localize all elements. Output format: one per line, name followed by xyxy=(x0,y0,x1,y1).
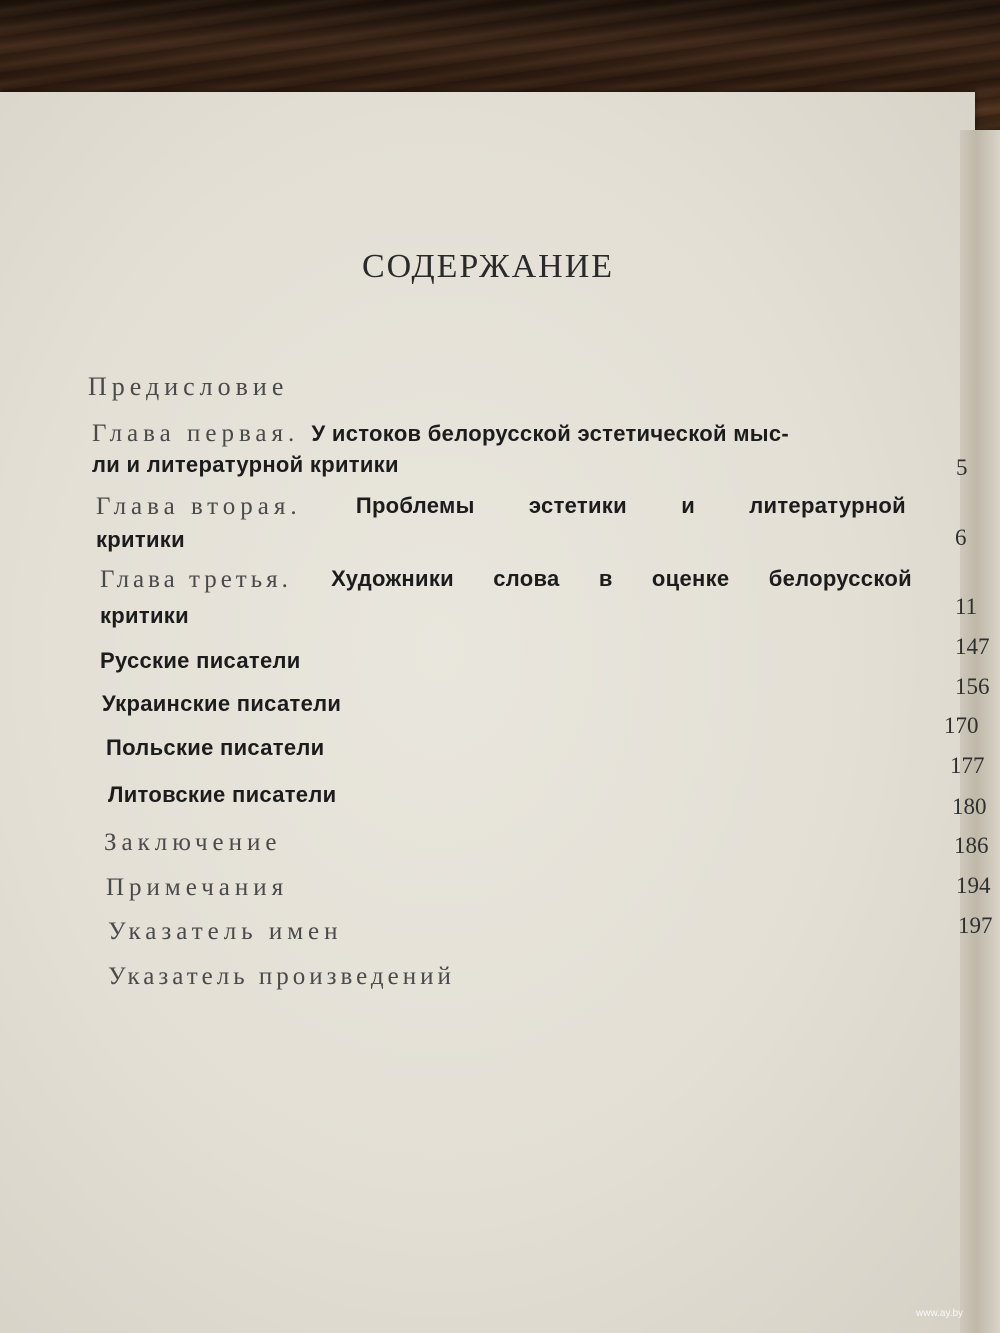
toc-entry-chapter-1 xyxy=(92,420,789,448)
chapter-title-word: эстетики xyxy=(528,493,627,518)
chapter-1-title-line2: ли и литературной критики xyxy=(92,452,399,477)
toc-entry-polish-writers: Польские писатели xyxy=(106,735,325,760)
chapter-1-page-number: 5 xyxy=(956,455,968,480)
toc-entry-chapter-3 xyxy=(100,566,912,594)
chapter-label: Глава вторая. xyxy=(96,493,302,520)
chapter-title-word: и xyxy=(681,493,696,518)
chapter-title-word: слова xyxy=(493,566,560,591)
toc-entry-ukrainian-writers: Украинские писатели xyxy=(102,691,342,716)
toc-heading: СОДЕРЖАНИЕ xyxy=(361,248,615,285)
toc-entry-conclusion: Заключение xyxy=(104,829,282,856)
chapter-title-line1: У истоков белорусской эстетической мыс- xyxy=(311,421,790,446)
toc-entry-works-index: Указатель произведений xyxy=(108,963,455,990)
toc-entry-russian-writers: Русские писатели xyxy=(100,648,301,673)
page-number: 147 xyxy=(955,634,990,659)
site-watermark: www.ay.by xyxy=(916,1308,964,1319)
chapter-label: Глава третья. xyxy=(100,566,292,593)
page-number: 156 xyxy=(955,674,990,699)
toc-entry-notes: Примечания xyxy=(106,874,289,901)
chapter-3-page-number: 11 xyxy=(955,594,978,619)
page-number: 180 xyxy=(952,794,987,819)
chapter-3-title-line2: критики xyxy=(100,603,189,628)
page-number: 177 xyxy=(950,753,985,778)
chapter-title-word: в xyxy=(598,566,613,591)
chapter-2-title-line2: критики xyxy=(96,527,185,552)
toc-entry-chapter-2 xyxy=(96,493,906,521)
toc-entry-lithuanian-writers: Литовские писатели xyxy=(108,782,337,807)
chapter-label: Глава первая. xyxy=(92,420,300,447)
chapter-title-word: Художники xyxy=(331,566,454,591)
page-number: 170 xyxy=(944,713,979,738)
toc-entry-name-index: Указатель имен xyxy=(108,918,343,945)
page-number: 186 xyxy=(954,833,989,858)
chapter-title-word: литературной xyxy=(749,493,906,518)
chapter-title-word: оценке xyxy=(651,566,730,591)
toc-entry-preface: Предисловие xyxy=(88,372,289,401)
page-number: 197 xyxy=(958,913,993,938)
chapter-title-word: белорусской xyxy=(768,566,912,591)
chapter-2-page-number: 6 xyxy=(955,525,967,550)
chapter-title-word: Проблемы xyxy=(355,493,475,518)
page-number: 194 xyxy=(956,873,991,898)
